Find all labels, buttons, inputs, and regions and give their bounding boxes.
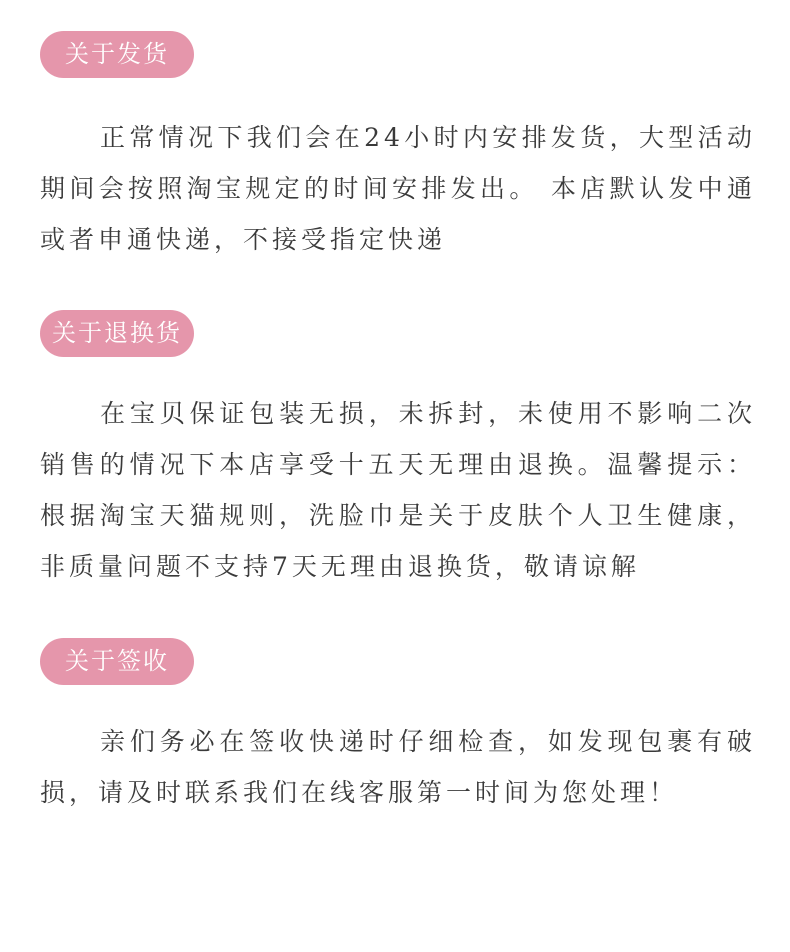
receipt-title-badge: 关于签收 xyxy=(40,638,194,685)
returns-title-badge: 关于退换货 xyxy=(40,310,194,357)
receipt-section xyxy=(40,638,756,818)
shipping-title-badge: 关于发货 xyxy=(40,31,194,78)
returns-section xyxy=(40,310,756,592)
shipping-text: 正常情况下我们会在24小时内安排发货，大型活动期间会按照淘宝规定的时间安排发出。 本店默认发中通或者申通快递，不接受指定快递 xyxy=(40,123,756,254)
receipt-text: 亲们务必在签收快递时仔细检查，如发现包裹有破损，请及时联系我们在线客服第一时间为您处理！ xyxy=(40,727,756,807)
returns-text: 在宝贝保证包装无损，未拆封，未使用不影响二次销售的情况下本店享受十五天无理由退换。温馨提示：根据淘宝天猫规则，洗脸巾是关于皮肤个人卫生健康，非质量问题不支持7天无理由退换货，敬请谅解 xyxy=(40,399,756,581)
shipping-section xyxy=(40,31,756,265)
